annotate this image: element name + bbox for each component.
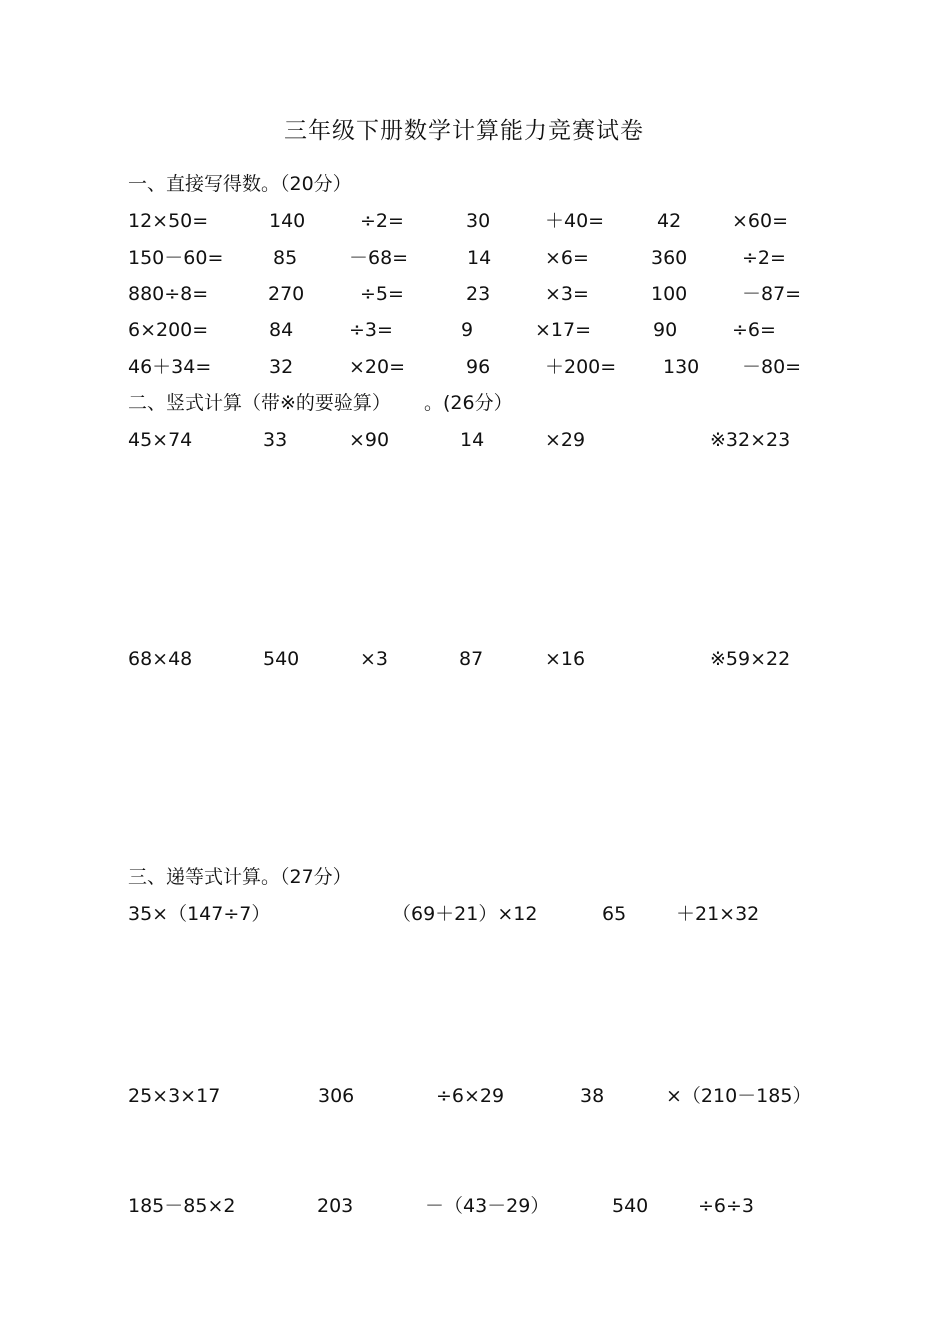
s1-r2-c3: －68= (349, 247, 409, 269)
s1-r3-c5: ×3= (545, 283, 589, 305)
s3-r2-c5: ×（210－185） (666, 1085, 812, 1107)
s1-r1-c3: ÷2= (360, 210, 404, 232)
s2-r2-c5: ×16 (545, 648, 586, 670)
page-title: 三年级下册数学计算能力竞赛试卷 (284, 118, 644, 144)
s3-r3-c4: 540 (612, 1195, 649, 1217)
s1-r1-c1: 12×50= (128, 210, 209, 232)
s1-r4-c3: ÷3= (349, 319, 393, 341)
s1-r2-c5: ×6= (545, 247, 589, 269)
section2-heading-tail: 。(26分） (424, 392, 513, 414)
s1-r3-c4: 23 (466, 283, 491, 305)
s3-r1-c3: 65 (602, 903, 627, 925)
s2-r1-c3: ×90 (349, 429, 390, 451)
s2-r2-c1: 68×48 (128, 648, 193, 670)
s1-r4-c2: 84 (269, 319, 294, 341)
s3-r2-c2: 306 (318, 1085, 355, 1107)
s2-r1-c6: ※32×23 (710, 429, 791, 451)
s2-r1-c1: 45×74 (128, 429, 193, 451)
s1-r4-c1: 6×200= (128, 319, 209, 341)
s3-r1-c4: ＋21×32 (676, 903, 760, 925)
s1-r4-c6: 90 (653, 319, 678, 341)
s3-r2-c1: 25×3×17 (128, 1085, 221, 1107)
s2-r2-c3: ×3 (360, 648, 389, 670)
s3-r1-c2: （69＋21）×12 (392, 903, 538, 925)
s1-r5-c4: 96 (466, 356, 491, 378)
s1-r5-c3: ×20= (349, 356, 406, 378)
s1-r5-c6: 130 (663, 356, 700, 378)
s3-r2-c4: 38 (580, 1085, 605, 1107)
section1-heading: 一、直接写得数。（20分） (128, 173, 352, 195)
s1-r5-c5: ＋200= (545, 356, 617, 378)
s1-r3-c1: 880÷8= (128, 283, 209, 305)
s1-r4-c4: 9 (461, 319, 474, 341)
s1-r5-c1: 46＋34= (128, 356, 212, 378)
s3-r3-c5: ÷6÷3 (698, 1195, 755, 1217)
s1-r2-c2: 85 (273, 247, 298, 269)
s1-r3-c2: 270 (268, 283, 305, 305)
s1-r3-c6: 100 (651, 283, 688, 305)
s3-r3-c3: －（43－29） (425, 1195, 550, 1217)
s1-r2-c7: ÷2= (742, 247, 786, 269)
s1-r3-c7: －87= (742, 283, 802, 305)
s1-r3-c3: ÷5= (360, 283, 404, 305)
s1-r5-c7: －80= (742, 356, 802, 378)
s2-r1-c2: 33 (263, 429, 288, 451)
s1-r1-c2: 140 (269, 210, 306, 232)
s3-r3-c2: 203 (317, 1195, 354, 1217)
s1-r4-c7: ÷6= (732, 319, 776, 341)
s2-r2-c6: ※59×22 (710, 648, 791, 670)
s3-r1-c1: 35×（147÷7） (128, 903, 271, 925)
s2-r1-c4: 14 (460, 429, 485, 451)
s2-r1-c5: ×29 (545, 429, 586, 451)
s1-r4-c5: ×17= (535, 319, 592, 341)
section2-heading: 二、竖式计算（带※的要验算） (128, 392, 391, 414)
s1-r5-c2: 32 (269, 356, 294, 378)
s3-r3-c1: 185－85×2 (128, 1195, 236, 1217)
section3-heading: 三、递等式计算。（27分） (128, 866, 352, 888)
s2-r2-c2: 540 (263, 648, 300, 670)
s3-r2-c3: ÷6×29 (436, 1085, 505, 1107)
s2-r2-c4: 87 (459, 648, 484, 670)
s1-r2-c1: 150－60= (128, 247, 224, 269)
s1-r1-c4: 30 (466, 210, 491, 232)
s1-r2-c4: 14 (467, 247, 492, 269)
s1-r1-c7: ×60= (732, 210, 789, 232)
s1-r1-c6: 42 (657, 210, 682, 232)
s1-r1-c5: ＋40= (545, 210, 605, 232)
s1-r2-c6: 360 (651, 247, 688, 269)
